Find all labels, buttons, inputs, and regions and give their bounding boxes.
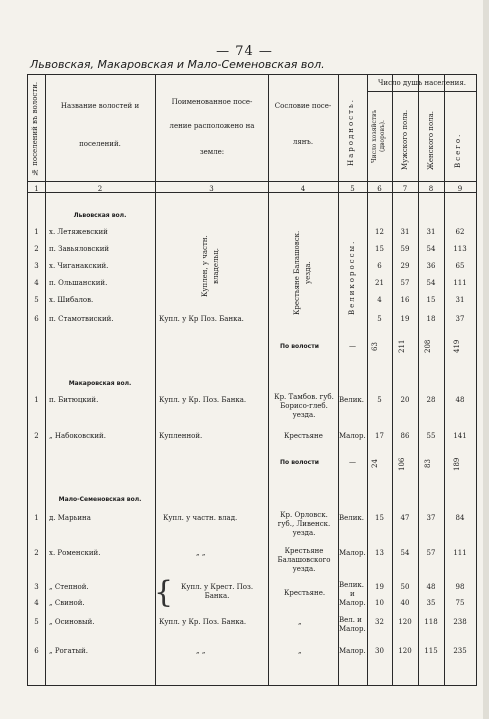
settlement-name: „ Свиной. (49, 599, 85, 607)
households: 32 (375, 618, 384, 626)
female: 118 (424, 618, 438, 626)
settlement-name: п. Ольшанский. (49, 279, 108, 287)
nationality-and: и (350, 590, 355, 598)
nationality: Малор. (339, 647, 366, 655)
row-number: 1 (34, 514, 39, 522)
column-number: 4 (300, 185, 306, 193)
page-edge (483, 0, 489, 719)
nationality: Малор. (339, 549, 366, 557)
header-land-a: Поименованное посе- (171, 98, 253, 106)
households: 21 (375, 279, 384, 287)
total: 37 (455, 315, 465, 323)
total: 113 (453, 245, 467, 253)
female: 55 (426, 432, 436, 440)
land-status: Купл. у частн. влад. (163, 514, 238, 522)
settlement-name: „ Осиновый. (49, 618, 95, 626)
section-heading-malosemenov: Мало-Семеновская вол. (58, 496, 142, 503)
total-dash: — (349, 458, 356, 466)
row-number: 4 (34, 279, 39, 287)
header-land-b: ление расположено на (169, 122, 255, 130)
page-number: — 74 — (216, 44, 273, 59)
female: 54 (426, 245, 436, 253)
column-number: 9 (457, 185, 463, 193)
header-male: Мужского пола. (401, 109, 409, 171)
land-status-merged: Куплен, у частн. владельц. (201, 235, 220, 297)
row-number: 1 (34, 228, 39, 236)
row-number: 5 (34, 296, 39, 304)
total: 141 (453, 432, 467, 440)
male: 86 (400, 432, 410, 440)
female: 37 (426, 514, 436, 522)
row-number: 6 (34, 647, 39, 655)
settlement-name: х. Шибалов. (49, 296, 94, 304)
male: 19 (400, 315, 410, 323)
land-status: „ „ (196, 647, 206, 655)
column-number: 6 (377, 185, 382, 193)
households: 5 (377, 396, 382, 404)
row-number: 5 (34, 618, 39, 626)
total: 65 (455, 262, 465, 270)
total-dash: — (349, 342, 356, 350)
male: 120 (398, 618, 412, 626)
settlement-name: х. Роменский. (49, 549, 101, 557)
total: 31 (455, 296, 465, 304)
households: 15 (375, 514, 384, 522)
female: 115 (424, 647, 438, 655)
households: 30 (375, 647, 384, 655)
header-population-group: Число душъ населения. (378, 79, 466, 87)
male: 31 (400, 228, 410, 236)
land-status: Купл. у Кр. Поз. Банка. (159, 396, 247, 404)
row-number: 6 (34, 315, 39, 323)
estate: Крестьяне (284, 432, 323, 440)
total-female: 208 (424, 339, 432, 353)
male: 50 (400, 583, 410, 591)
header-number: № поселений въ волости. (31, 81, 39, 177)
total-female: 83 (424, 459, 432, 469)
female: 48 (426, 583, 436, 591)
nationality: Вел. и Малор. (339, 616, 366, 633)
male: 59 (400, 245, 410, 253)
female: 57 (426, 549, 436, 557)
header-estate-a: Сословие посе- (274, 102, 332, 110)
row-number: 2 (34, 245, 39, 253)
households: 19 (375, 583, 384, 591)
land-status: Купленной. (159, 432, 203, 440)
land-status: Купл. у Кр Поз. Банка. (159, 315, 244, 323)
male: 54 (400, 549, 410, 557)
nationality: Велик. (339, 514, 364, 522)
statistics-table (27, 74, 477, 686)
male: 16 (400, 296, 410, 304)
male: 120 (398, 647, 412, 655)
female: 28 (426, 396, 436, 404)
row-number: 2 (34, 432, 39, 440)
column-number: 1 (34, 185, 39, 193)
male: 57 (400, 279, 410, 287)
settlement-name: п. Стамотвиский. (49, 315, 114, 323)
households: 5 (377, 315, 382, 323)
column-number: 5 (350, 185, 355, 193)
header-total: Всего. (454, 132, 462, 168)
total: 238 (453, 618, 467, 626)
female: 36 (426, 262, 436, 270)
row-number: 2 (34, 549, 39, 557)
male: 47 (400, 514, 410, 522)
estate: Кр. Тамбов. губ. Борисо-глеб. уезда. (274, 393, 334, 419)
land-status: Купл. у Кр. Поз. Банка. (159, 618, 247, 626)
total: 111 (453, 549, 467, 557)
column-number: 7 (402, 185, 408, 193)
total-households: 24 (371, 459, 379, 469)
land-status: „ „ (196, 549, 206, 557)
settlement-name: „ Степной. (49, 583, 89, 591)
header-land-c: земле: (199, 148, 225, 156)
header-estate-b: лянъ. (292, 138, 314, 146)
settlement-name: „ Набоковский. (49, 432, 106, 440)
settlement-name: „ Рогатый. (49, 647, 88, 655)
settlement-name: д. Марьина (49, 514, 91, 522)
land-status-merged: Купл. у Крест. Поз. Банка. (180, 583, 254, 600)
header-nationality: Народность. (347, 98, 355, 166)
female: 35 (426, 599, 436, 607)
total-male: 106 (398, 457, 406, 471)
total-households: 63 (371, 342, 379, 352)
nationality-merged: Великороссы. (348, 239, 356, 315)
estate-merged: Крестьяне Балашовск. уезда. (293, 230, 312, 316)
section-heading-makarov: Макаровская вол. (68, 380, 132, 387)
total: 235 (453, 647, 467, 655)
settlement-name: п. Завьяловский (49, 245, 110, 253)
estate: Крестьяне Балашовского уезда. (277, 547, 331, 573)
row-number: 4 (34, 599, 39, 607)
total: 48 (455, 396, 465, 404)
total-all: 189 (453, 457, 461, 471)
female: 31 (426, 228, 436, 236)
settlement-name: х. Летяжевский (49, 228, 108, 236)
row-number: 3 (34, 262, 39, 270)
estate: Кр. Орловск. губ., Ливенск. уезда. (277, 511, 331, 537)
nationality: Малор. (339, 599, 366, 607)
households: 15 (375, 245, 384, 253)
settlement-name: п. Битюцкий. (49, 396, 99, 404)
estate: „ (298, 647, 302, 655)
estate-merged: Крестьяне. (284, 589, 326, 597)
female: 18 (426, 315, 436, 323)
total: 111 (453, 279, 467, 287)
section-heading-lvov: Львовская вол. (73, 212, 127, 219)
total-male: 211 (398, 339, 406, 353)
households: 6 (377, 262, 382, 270)
total-all: 419 (453, 339, 461, 353)
column-number: 8 (428, 185, 434, 193)
female: 54 (426, 279, 436, 287)
page-title: Львовская, Макаровская и Мало-Семеновская вол. (30, 58, 325, 71)
column-number: 3 (209, 185, 214, 193)
header-name-a: Название волостей и (60, 102, 140, 110)
settlement-name: х. Чиганакский. (49, 262, 109, 270)
male: 20 (400, 396, 410, 404)
header-name-b: поселений. (79, 140, 121, 148)
column-number: 2 (97, 185, 103, 193)
total-label: По волости (280, 343, 319, 350)
households: 12 (375, 228, 384, 236)
male: 29 (400, 262, 410, 270)
total: 98 (455, 583, 465, 591)
households: 10 (375, 599, 384, 607)
nationality: Велик. (339, 396, 364, 404)
total: 62 (455, 228, 465, 236)
total: 75 (455, 599, 465, 607)
households: 4 (377, 296, 382, 304)
header-female: Женского пола. (427, 110, 435, 170)
households: 17 (375, 432, 384, 440)
header-households: Число хозяйствъ (дворовъ). (371, 109, 386, 163)
households: 13 (375, 549, 384, 557)
female: 15 (426, 296, 436, 304)
row-number: 3 (34, 583, 39, 591)
estate: „ (298, 618, 302, 626)
row-number: 1 (34, 396, 39, 404)
brace-left-icon: { (154, 575, 174, 610)
nationality: Малор. (339, 432, 366, 440)
nationality: Велик. (339, 581, 364, 589)
total: 84 (455, 514, 465, 522)
total-label: По волости (280, 459, 319, 466)
male: 40 (400, 599, 410, 607)
